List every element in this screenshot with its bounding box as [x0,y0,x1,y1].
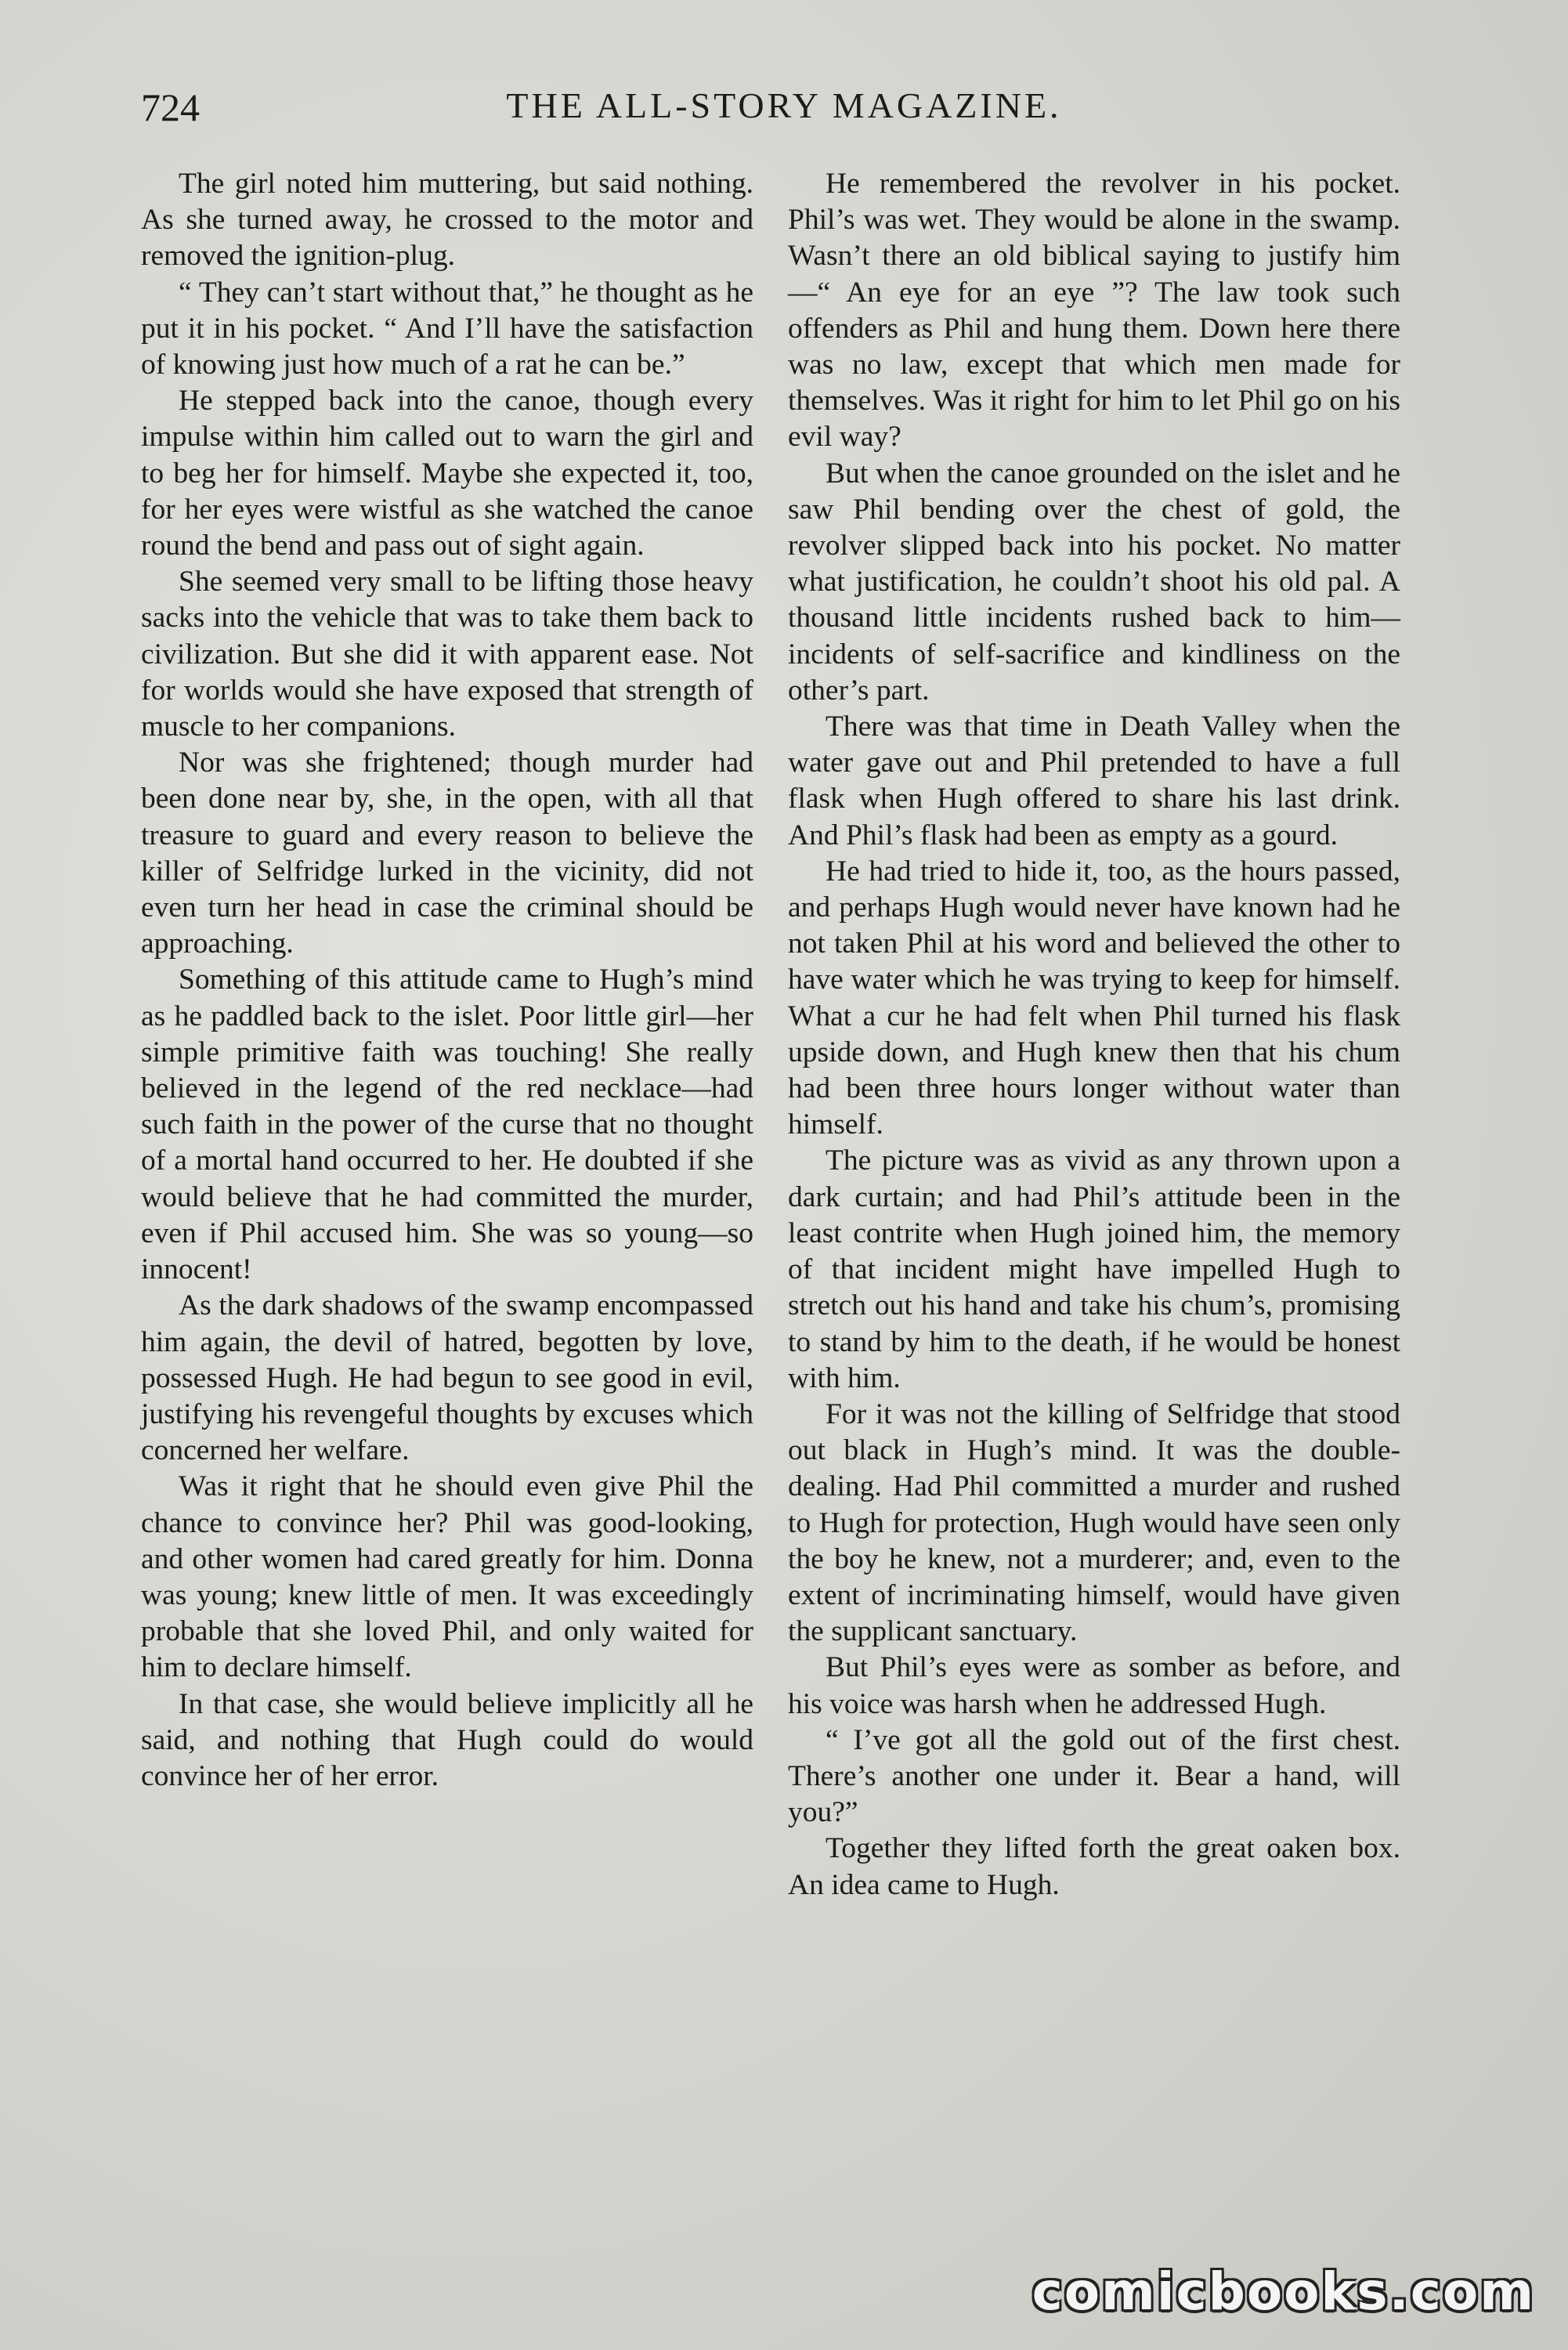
paragraph: He remembered the revolver in his pocket. Phil’s was wet. They would be alone in the swamp. Wasn’t there an old biblical saying to justify him—“ An eye for an eye ”? The law took such offenders as Phil and hung them. Down here there was no law, except that which men made for themselves. Was it right for him to let Phil go on his evil way? [788,168,1400,454]
paragraph: “ They can’t start without that,” he thought as he put it in his pocket. “ And I’ll have the satisfaction of knowing just how much of a rat he can be.” [141,276,753,381]
running-head: THE ALL-STORY MAGAZINE. [506,85,1062,125]
paragraph: Something of this attitude came to Hugh’s mind as he paddled back to the islet. Poor little girl—her simple primitive faith was touching! She really believed in the legend of the red necklace—had such faith in the power of the curse that no thought of a mortal hand occurred to her. He doubted if she would believe that he had committed the murder, even if Phil accused him. She was so young—so innocent! [141,964,753,1286]
paragraph: There was that time in Death Valley when the water gave out and Phil pretended to have a full flask when Hugh offered to share his last drink. And Phil’s flask had been as empty as a gourd. [788,710,1400,851]
paragraph: The picture was as vivid as any thrown upon a dark curtain; and had Phil’s attitude been in the least contrite when Hugh joined him, the memory of that incident might have impelled Hugh to stretch out his hand and take his chum’s, promising to stand by him to the death, if he would be honest with him. [788,1144,1400,1394]
left-column [141,166,753,1795]
paragraph: Nor was she frightened; though murder had been done near by, she, in the open, with all that treasure to guard and every reason to believe the killer of Selfridge lurked in the vicinity, did not even turn her head in case the criminal should be approaching. [141,747,753,960]
paragraph: Was it right that he should even give Phil the chance to convince her? Phil was good-looking, and other women had cared greatly for him. Donna was young; knew little of men. It was exceedingly probable that she loved Phil, and only waited for him to declare himself. [141,1470,753,1684]
site-watermark: comicbooks.com [1031,2261,1535,2322]
paragraph: “ I’ve got all the gold out of the first chest. There’s another one under it. Bear a hand, will you?” [788,1723,1400,1829]
paragraph: But Phil’s eyes were as somber as before, and his voice was harsh when he addressed Hugh. [788,1651,1400,1720]
paragraph: She seemed very small to be lifting those heavy sacks into the vehicle that was to take them back to civilization. But she did it with apparent ease. Not for worlds would she have exposed that strength of muscle to her companions. [141,566,753,743]
paragraph: The girl noted him muttering, but said nothing. As she turned away, he crossed to the motor and removed the ignition-plug. [141,168,753,273]
paragraph: In that case, she would believe implicitly all he said, and nothing that Hugh could do would convince her of her error. [141,1687,753,1792]
paragraph: As the dark shadows of the swamp encompassed him again, the devil of hatred, begotten by love, possessed Hugh. He had begun to see good in evil, justifying his revengeful thoughts by excuses which concerned her welfare. [141,1289,753,1467]
paragraph: But when the canoe grounded on the islet and he saw Phil bending over the chest of gold, the revolver slipped back into his pocket. No matter what justification, he couldn’t shoot his old pal. A thousand little incidents rushed back to him—incidents of self-sacrifice and kindliness on the other’s part. [788,457,1400,707]
page-number: 724 [141,85,200,129]
paragraph: Together they lifted forth the great oaken box. An idea came to Hugh. [788,1832,1400,1901]
paragraph: For it was not the killing of Selfridge that stood out black in Hugh’s mind. It was the double-dealing. Had Phil committed a murder and rushed to Hugh for protection, Hugh would have seen only the boy he knew, not a murderer; and, even to the extent of incriminating himself, would have given the supplicant sanctuary. [788,1397,1400,1648]
paragraph: He stepped back into the canoe, though every impulse within him called out to warn the girl and to beg her for himself. Maybe she expected it, too, for her eyes were wistful as she watched the canoe round the bend and pass out of sight again. [141,385,753,562]
paragraph: He had tried to hide it, too, as the hours passed, and perhaps Hugh would never have known had he not taken Phil at his word and believed the other to have water which he was trying to keep for himself. What a cur he had felt when Phil turned his flask upside down, and Hugh knew then that his chum had been three hours longer without water than himself. [788,855,1400,1141]
right-column [788,166,1400,1904]
